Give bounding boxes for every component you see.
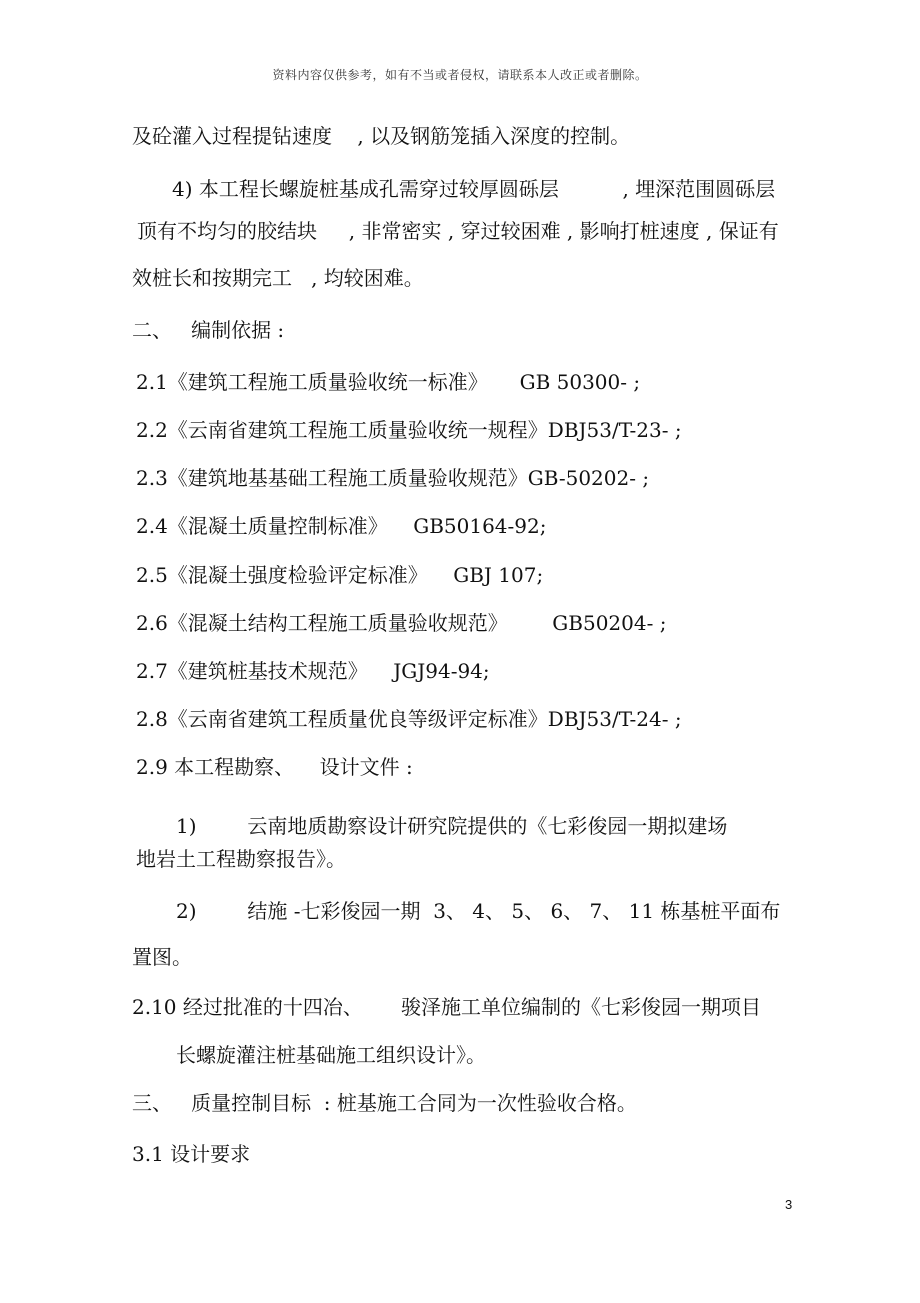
list-item-continuation: 置图。	[132, 945, 192, 969]
reference-item: 2.4《混凝土质量控制标准》 GB50164-92;	[136, 514, 547, 538]
reference-item: 2.1《建筑工程施工质量验收统一标准》 GB 50300- ;	[136, 370, 641, 394]
reference-item: 2.8《云南省建筑工程质量优良等级评定标准》DBJ53/T-24- ;	[136, 707, 682, 731]
reference-item: 2.2《云南省建筑工程施工质量验收统一规程》DBJ53/T-23- ;	[136, 418, 682, 442]
paragraph-line: 4) 本工程长螺旋桩基成孔需穿过较厚圆砾层 , 埋深范围圆砾层	[172, 177, 776, 201]
list-item: 1) 云南地质勘察设计研究院提供的《七彩俊园一期拟建场	[176, 814, 728, 838]
paragraph-line: 效桩长和按期完工 , 均较困难。	[132, 266, 424, 290]
reference-item: 2.5《混凝土强度检验评定标准》 GBJ 107;	[136, 563, 544, 587]
subsection-heading: 3.1 设计要求	[132, 1142, 251, 1166]
reference-item: 2.6《混凝土结构工程施工质量验收规范》 GB50204- ;	[136, 611, 667, 635]
section-heading: 三、 质量控制目标 : 桩基施工合同为一次性验收合格。	[132, 1091, 637, 1115]
list-item-continuation: 地岩土工程勘察报告》。	[136, 847, 346, 871]
page-number: 3	[785, 1197, 793, 1212]
paragraph-line: 及砼灌入过程提钻速度 , 以及钢筋笼插入深度的控制。	[132, 124, 631, 148]
reference-item: 2.9 本工程勘察、 设计文件 :	[136, 755, 413, 779]
paragraph-line: 顶有不均匀的胶结块 , 非常密实 , 穿过较困难 , 影响打桩速度 , 保证有	[137, 219, 779, 243]
reference-item: 2.10 经过批准的十四冶、 骏泽施工单位编制的《七彩俊园一期项目	[132, 995, 762, 1019]
disclaimer-header: 资料内容仅供参考，如有不当或者侵权，请联系本人改正或者删除。	[272, 68, 648, 82]
reference-item: 2.3《建筑地基基础工程施工质量验收规范》GB-50202- ;	[136, 466, 650, 490]
reference-item: 2.7《建筑桩基技术规范》 JGJ94-94;	[136, 659, 490, 683]
section-heading: 二、 编制依据 :	[132, 318, 285, 342]
list-item: 2) 结施 -七彩俊园一期 3、 4、 5、 6、 7、 11 栋基桩平面布	[176, 899, 781, 923]
reference-item-continuation: 长螺旋灌注桩基础施工组织设计》。	[176, 1043, 486, 1067]
